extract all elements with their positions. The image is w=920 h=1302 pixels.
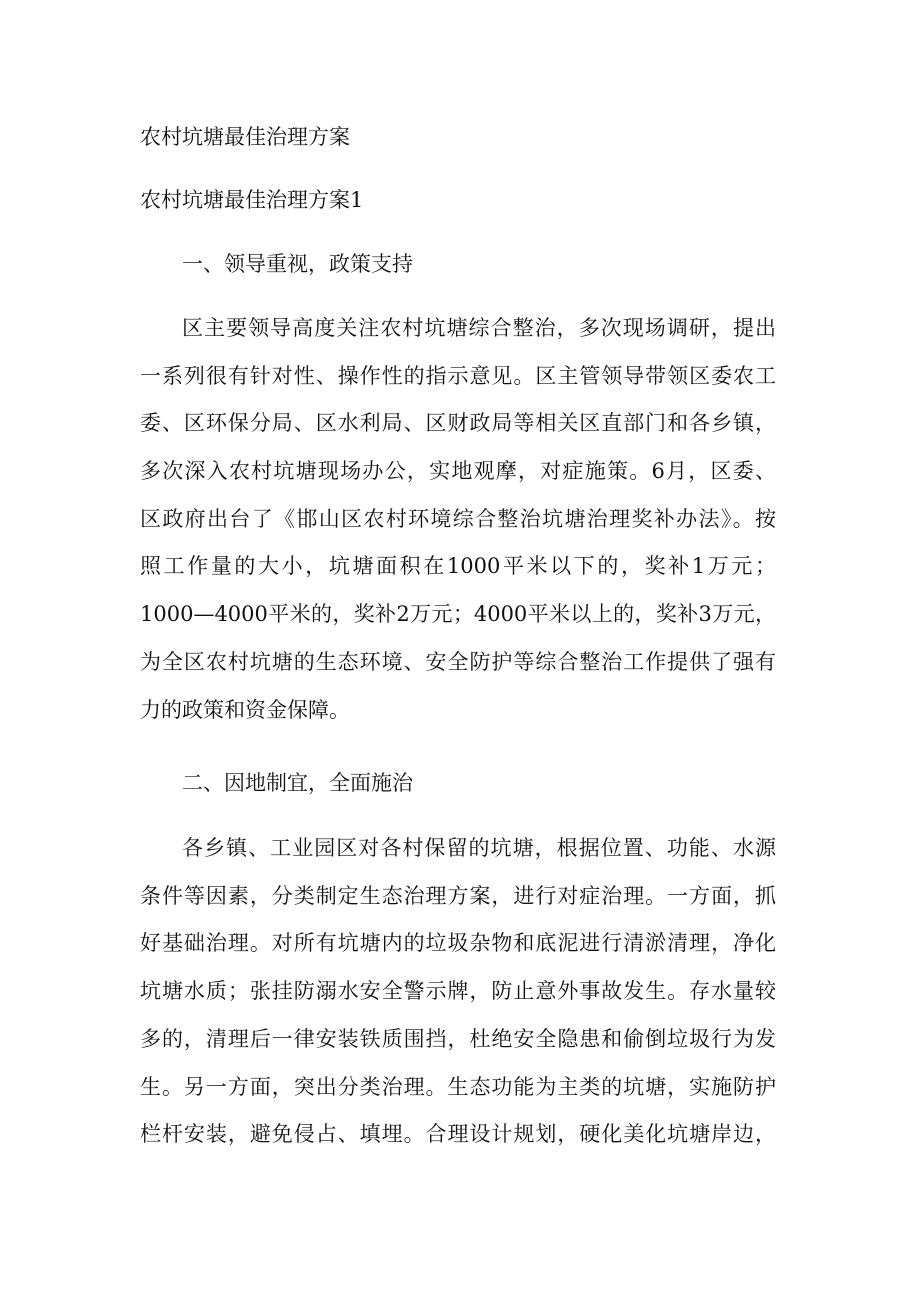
paragraph-line: 好基础治理。对所有坑塘内的垃圾杂物和底泥进行清淤清理，净化 [140, 931, 776, 955]
paragraph-line: 照工作量的大小，坑塘面积在1000平米以下的，奖补1万元； [140, 554, 776, 578]
paragraph-line: 区政府出台了《邯山区农村环境综合整治坑塘治理奖补办法》。按 [140, 507, 776, 531]
document-subtitle: 农村坑塘最佳治理方案1 [140, 188, 364, 212]
paragraph-line: 生。另一方面，突出分类治理。生态功能为主类的坑塘，实施防护 [140, 1075, 776, 1099]
paragraph-line: 各乡镇、工业园区对各村保留的坑塘，根据位置、功能、水源 [182, 836, 776, 860]
paragraph-line: 为全区农村坑塘的生态环境、安全防护等综合整治工作提供了强有 [140, 650, 776, 674]
paragraph-line: 1000—4000平米的，奖补2万元；4000平米以上的，奖补3万元， [140, 602, 776, 626]
paragraph-line: 力的政策和资金保障。 [140, 698, 350, 722]
paragraph-line: 多次深入农村坑塘现场办公，实地观摩，对症施策。6月，区委、 [140, 459, 776, 483]
section-heading: 一、领导重视，政策支持 [182, 252, 413, 276]
paragraph-line: 坑塘水质；张挂防溺水安全警示牌，防止意外事故发生。存水量较 [140, 979, 776, 1003]
paragraph-line: 多的，清理后一律安装铁质围挡，杜绝安全隐患和偷倒垃圾行为发 [140, 1027, 776, 1051]
document-title: 农村坑塘最佳治理方案 [140, 125, 350, 149]
paragraph-line: 一系列很有针对性、操作性的指示意见。区主管领导带领区委农工 [140, 364, 776, 388]
paragraph-line: 委、区环保分局、区水利局、区财政局等相关区直部门和各乡镇， [140, 411, 776, 435]
paragraph-line: 栏杆安装，避免侵占、填埋。合理设计规划，硬化美化坑塘岸边， [140, 1122, 776, 1146]
paragraph-line: 条件等因素，分类制定生态治理方案，进行对症治理。一方面，抓 [140, 884, 776, 908]
paragraph-line: 区主要领导高度关注农村坑塘综合整治，多次现场调研，提出 [182, 316, 776, 340]
section-heading: 二、因地制宜，全面施治 [182, 771, 413, 795]
